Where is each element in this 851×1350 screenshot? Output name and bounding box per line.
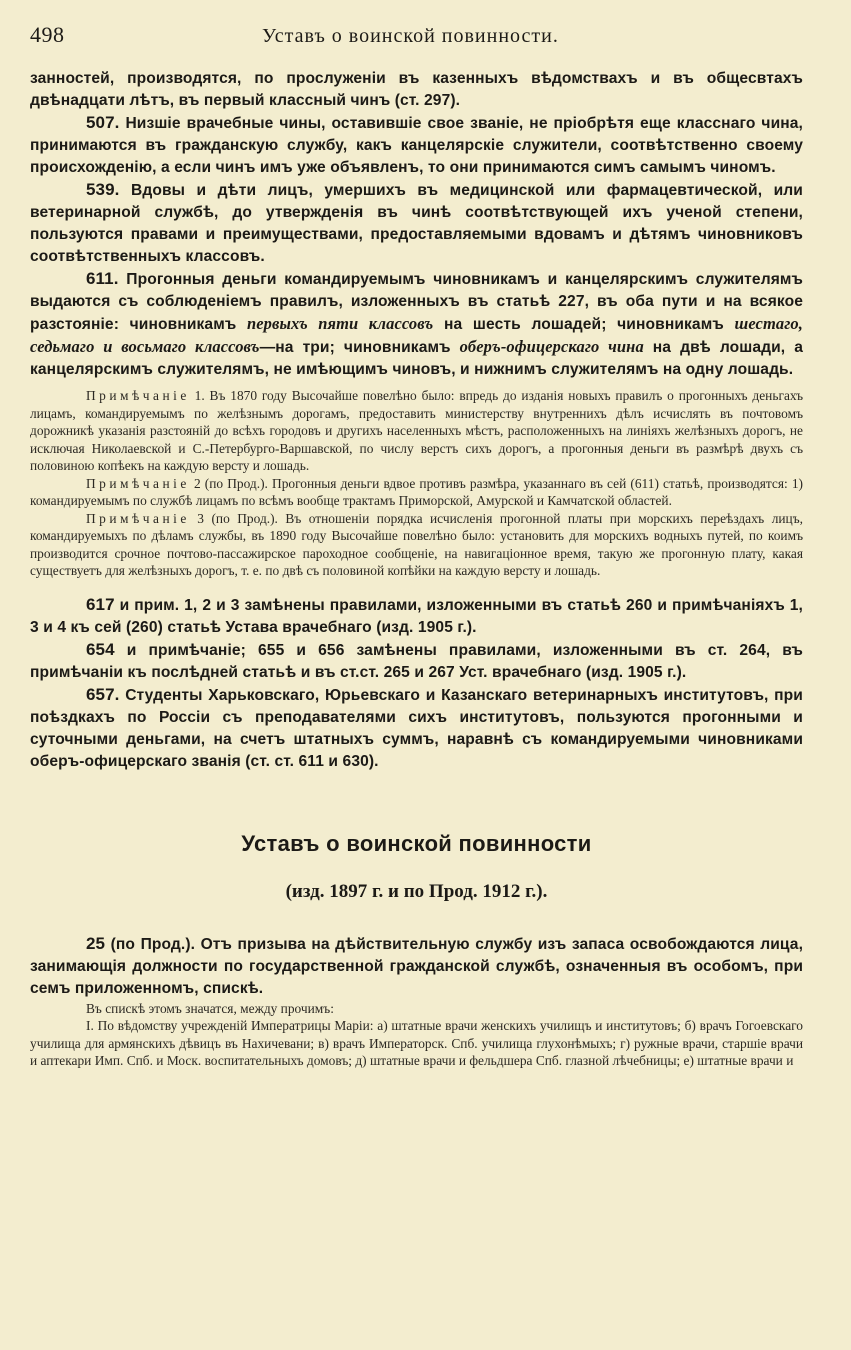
article-number: 654 bbox=[86, 639, 115, 659]
article-text: Вдовы и дѣти лицъ, умершихъ въ медицинской или фармацевтической, или ветеринарной службѣ, до утвержденія въ чинѣ соотвѣтствующей ихъ ученой степени, пользуются правами и преимуществами, предоставляемыми вдовамъ и дѣтямъ чиновниковъ соотвѣтственныхъ классовъ. bbox=[30, 182, 803, 265]
running-title: Уставъ о воинской повинности. bbox=[262, 25, 559, 47]
page-number: 498 bbox=[30, 22, 65, 47]
italic-phrase: первыхъ пяти классовъ bbox=[246, 314, 434, 333]
article-number: 25 bbox=[86, 933, 106, 953]
article-text: и примѣчаніе; 655 и 656 замѣнены правилами, изложенными въ ст. 264, въ примѣчаніи къ послѣдней статьѣ и въ ст.ст. 265 и 267 Уст. врачебнаго (изд. 1905 г.). bbox=[30, 641, 803, 681]
article-text: (по Прод.). Отъ призыва на дѣйствительную службу изъ запаса освобождаются лица, занимающія должности по государственной гражданской службѣ, означенныя въ особомъ, при семъ приложенномъ, спискѣ. bbox=[30, 935, 803, 997]
note-label: Примѣчаніе bbox=[86, 475, 190, 491]
article-617 bbox=[30, 594, 803, 639]
note-1 bbox=[30, 387, 803, 475]
article-text: на двѣ лошади, а канцелярскимъ служителямъ, не имѣющимъ чиновъ, и нижнимъ служителямъ на одну лошадь. bbox=[30, 339, 803, 378]
section-title: Уставъ о воинской повинности bbox=[241, 830, 592, 856]
running-header bbox=[30, 22, 803, 62]
article-654 bbox=[30, 639, 803, 684]
note-body: 2 (по Прод.). Прогонныя деньги вдвое противъ размѣра, указаннаго въ сей (611) статьѣ, производятся: 1) командируемымъ по службѣ лицамъ по всѣмъ вообще трактамъ Приморской, Амурской и Камчатской областей. bbox=[30, 475, 803, 508]
article-657 bbox=[30, 684, 803, 773]
article-text: Студенты Харьковскаго, Юрьевскаго и Казанскаго ветеринарныхъ институтовъ, при поѣздкахъ по Россіи съ преподавателями сихъ институтовъ, пользуются прогонными и суточными деньгами, на счетъ штатныхъ суммъ, наравнѣ съ командируемыми чиновниками оберъ-офицерскаго званія (ст. ст. 611 и 630). bbox=[30, 686, 803, 770]
note-3 bbox=[30, 510, 803, 580]
section-edition: (изд. 1897 г. и по Прод. 1912 г.). bbox=[285, 880, 548, 902]
note-2 bbox=[30, 475, 803, 510]
italic-phrase: шестаго, седьмаго и восьмаго классовъ bbox=[30, 314, 803, 356]
article-text: на шесть лошадей; чиновникамъ bbox=[433, 316, 735, 333]
paragraph-continuation: занностей, производятся, по прослуженіи въ казенныхъ вѣдомствахъ и въ общесвтахъ двѣнадцати лѣтъ, въ первый классный чинъ (ст. 297). bbox=[30, 70, 803, 109]
article-text: Низшіе врачебные чины, оставившіе свое званіе, не пріобрѣтя еще класснаго чина, принимаются въ гражданскую службу, какъ канцелярскіе служители, соотвѣтственно своему происхожденію, а если чинъ имъ уже объявленъ, то они принимаются симъ самымъ чиномъ. bbox=[30, 115, 803, 176]
article-text: Прогонныя деньги командируемымъ чиновникамъ и канцелярскимъ служителямъ выдаются съ соблюденіемъ правилъ, изложенныхъ въ статьѣ 227, въ оба пути и на всякое разстояніе: чиновникамъ bbox=[30, 271, 803, 333]
article-25 bbox=[30, 933, 803, 1000]
note-body: 1. Въ 1870 году Высочайше повелѣно было: впредь до изданія новыхъ правилъ о прогонныхъ деньгахъ лицамъ, командируемымъ по желѣзнымъ дорогамъ, предоставить министерству внутреннихъ дѣлъ исчислять въ почтовомъ дорожникѣ указанія разстояній до всѣхъ городовъ и другихъ населенныхъ мѣстъ, расположенныхъ на линіяхъ желѣзныхъ дорогъ, не исключая Николаевской и С.-Петербурго-Варшавской, по числу верстъ сихъ дорогъ, а прогонныя деньги въ размѣрѣ двухъ съ половиною копѣекъ на каждую версту и лошадь. bbox=[30, 388, 803, 473]
list-item: I. По вѣдомству учрежденій Императрицы Маріи: а) штатные врачи женскихъ училищъ и институтовъ; б) врачъ Гогоевскаго училища для армянскихъ дѣвицъ въ Нахичевани; в) врачъ Императорск. Спб. училища глухонѣмыхъ; г) ружные врачи, старшіе врачи и аптекари Имп. Спб. и Моск. воспитательныхъ домовъ; д) штатные врачи и фельдшера Спб. глазной лѣчебницы; е) штатные врачи и bbox=[30, 1018, 803, 1068]
article-text: и прим. 1, 2 и 3 замѣнены правилами, изложенными въ статьѣ 260 и примѣчаніяхъ 1, 3 и 4 къ сей (260) статьѣ Устава врачебнаго (изд. 1905 г.). bbox=[30, 596, 803, 636]
list-intro: Въ спискѣ этомъ значатся, между прочимъ: bbox=[86, 1000, 334, 1016]
article-number: 611. bbox=[86, 269, 119, 288]
italic-phrase: оберъ-офицерскаго чина bbox=[459, 337, 644, 356]
article-text: —на три; чиновникамъ bbox=[259, 339, 460, 356]
note-label: Примѣчаніе bbox=[86, 510, 190, 526]
note-body: 3 (по Прод.). Въ отношеніи порядка исчисленія прогонной платы при морскихъ переѣздахъ лицъ, командируемыхъ по дѣламъ службы, въ 1890 году Высочайше повелѣно было: установить для морскихъ водныхъ путей, по коимъ производится срочное почтово-пассажирское пароходное сообщеніе, на навигаціонное время, такую же прогонную плату, какая существуетъ для желѣзныхъ дорогъ, т. е. по двѣ съ половиной копѣйки на каждую версту и лошадь. bbox=[30, 510, 803, 578]
note-label: Примѣчаніе bbox=[86, 388, 190, 403]
article-539 bbox=[30, 179, 803, 268]
article-507 bbox=[30, 112, 803, 179]
article-number: 507. bbox=[86, 113, 120, 132]
article-number: 657. bbox=[86, 684, 120, 704]
article-number: 617 bbox=[86, 594, 115, 614]
article-611 bbox=[30, 268, 803, 381]
article-number: 539. bbox=[86, 180, 120, 199]
